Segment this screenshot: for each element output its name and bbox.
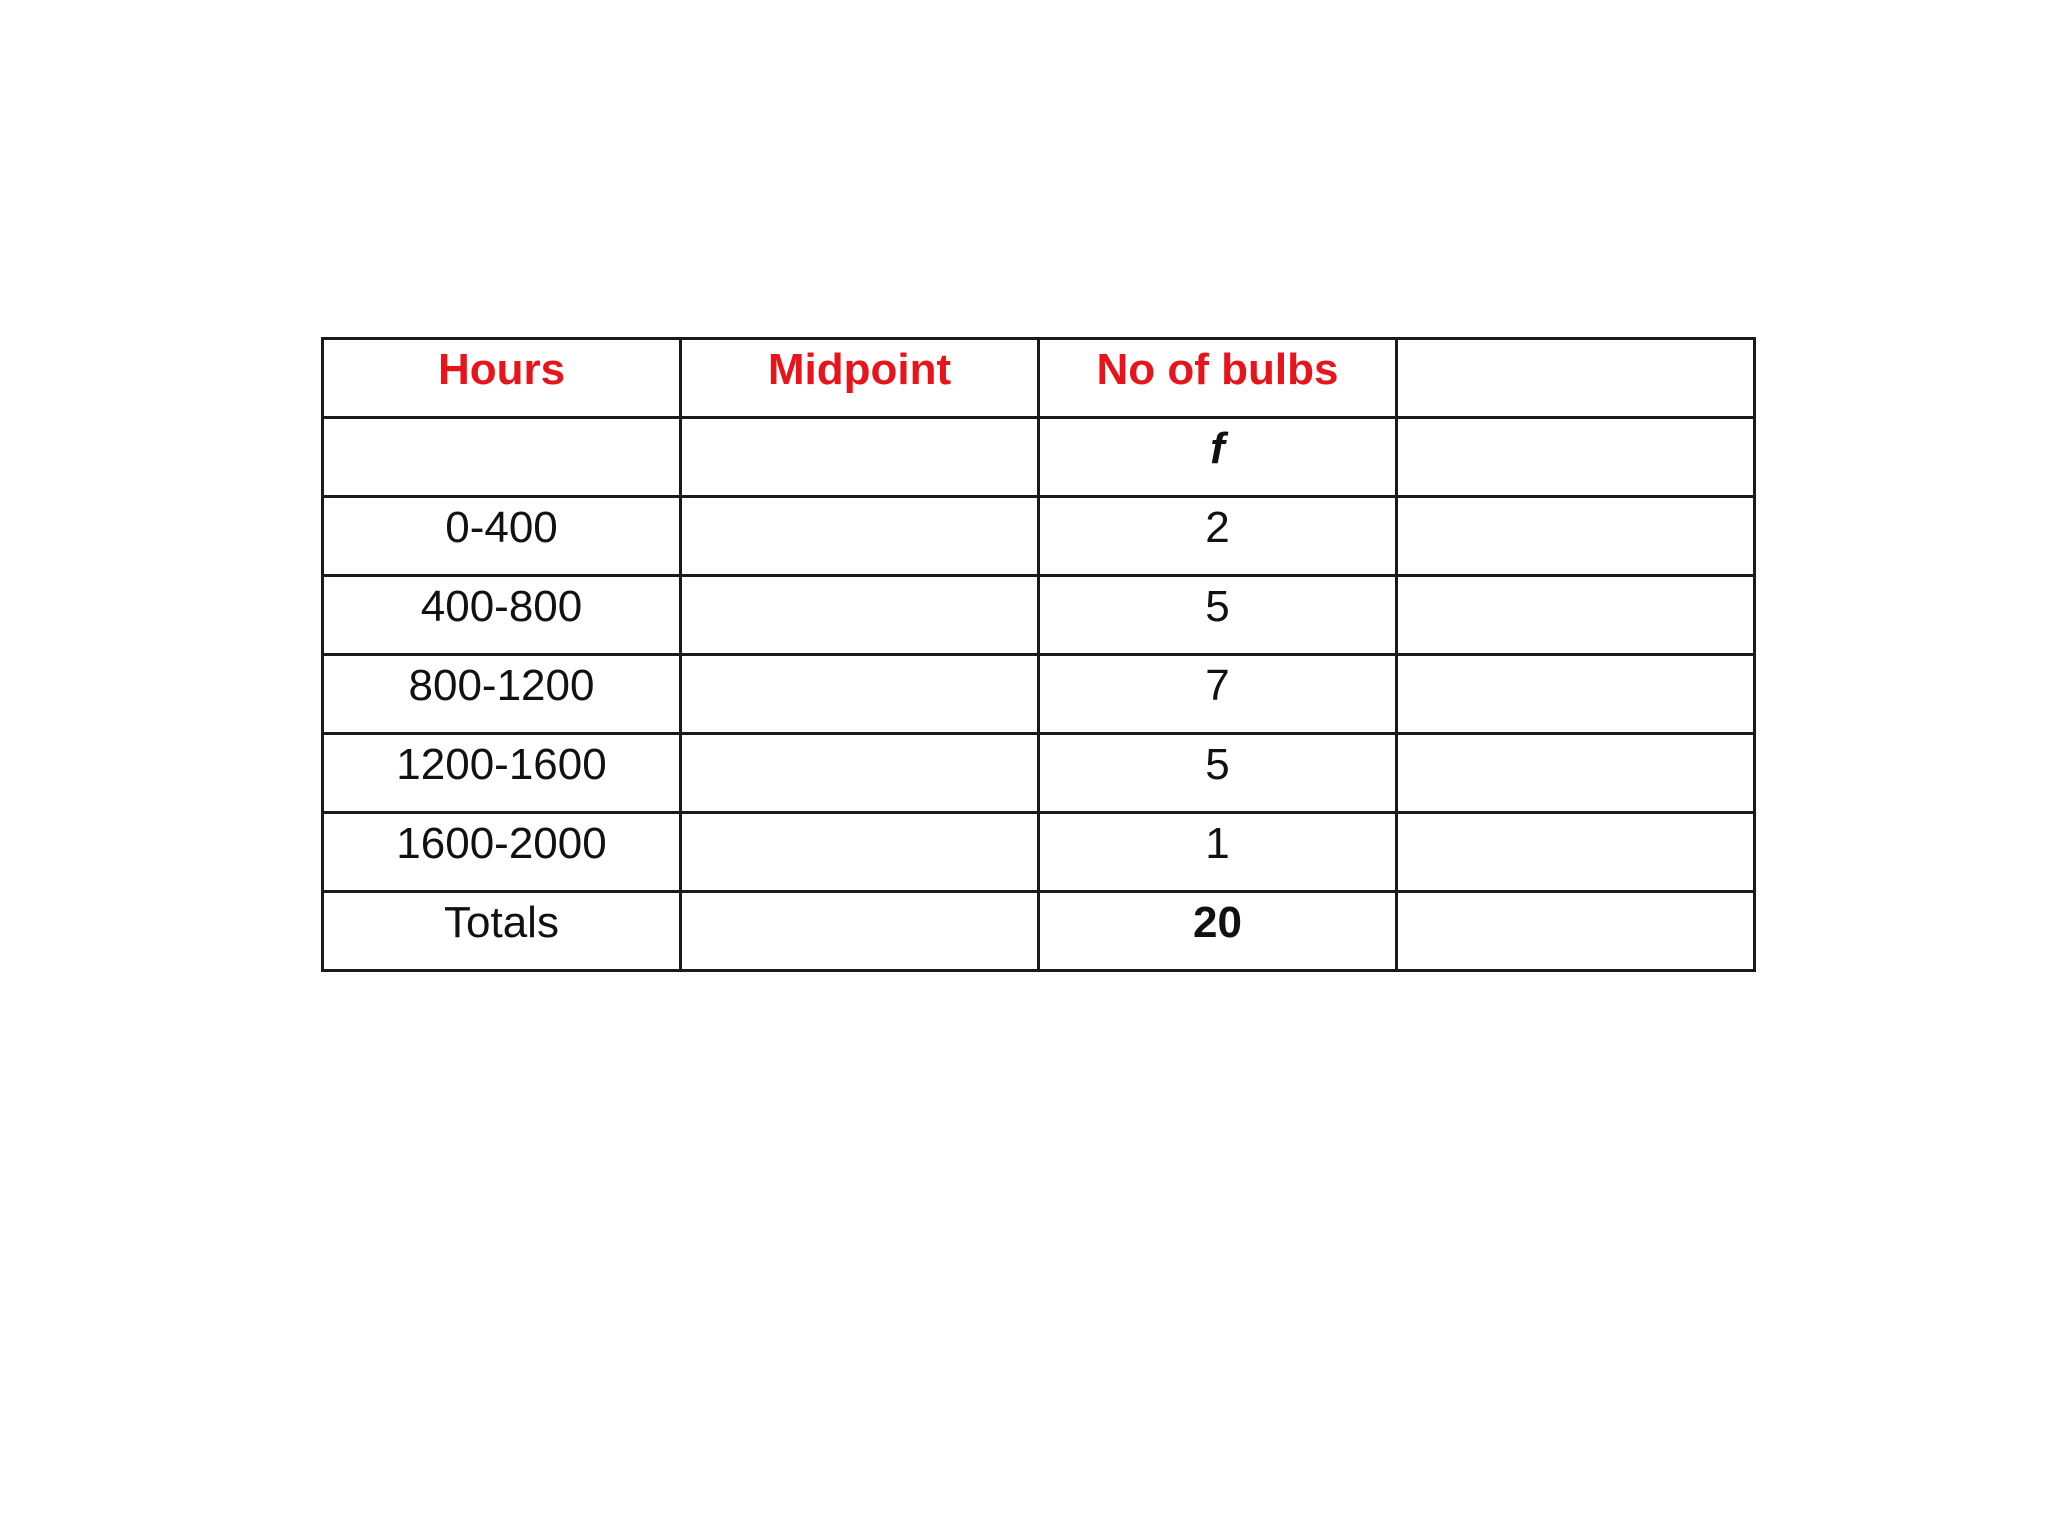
- cell-bulbs: 1: [1039, 813, 1397, 892]
- cell-hours: 0-400: [323, 497, 681, 576]
- cell-hours: 400-800: [323, 576, 681, 655]
- subheader-empty: [1397, 418, 1755, 497]
- cell-hours: 800-1200: [323, 655, 681, 734]
- header-no-of-bulbs: No of bulbs: [1039, 339, 1397, 418]
- cell-extra: [1397, 655, 1755, 734]
- totals-row: [323, 892, 1755, 971]
- cell-extra: [1397, 813, 1755, 892]
- cell-midpoint: [681, 576, 1039, 655]
- header-hours: Hours: [323, 339, 681, 418]
- cell-hours: 1200-1600: [323, 734, 681, 813]
- cell-bulbs: 2: [1039, 497, 1397, 576]
- subheader-midpoint: [681, 418, 1039, 497]
- totals-label: Totals: [323, 892, 681, 971]
- totals-bulbs: 20: [1039, 892, 1397, 971]
- totals-extra: [1397, 892, 1755, 971]
- cell-midpoint: [681, 813, 1039, 892]
- table-row: [323, 813, 1755, 892]
- totals-midpoint: [681, 892, 1039, 971]
- cell-midpoint: [681, 655, 1039, 734]
- cell-bulbs: 7: [1039, 655, 1397, 734]
- table-row: [323, 576, 1755, 655]
- cell-extra: [1397, 497, 1755, 576]
- cell-extra: [1397, 576, 1755, 655]
- header-midpoint: Midpoint: [681, 339, 1039, 418]
- cell-midpoint: [681, 734, 1039, 813]
- table-row: [323, 655, 1755, 734]
- cell-extra: [1397, 734, 1755, 813]
- table-row: [323, 734, 1755, 813]
- cell-bulbs: 5: [1039, 576, 1397, 655]
- cell-midpoint: [681, 497, 1039, 576]
- frequency-table: [321, 337, 1756, 972]
- cell-hours: 1600-2000: [323, 813, 681, 892]
- subheader-hours: [323, 418, 681, 497]
- table-row: [323, 497, 1755, 576]
- subheader-row: [323, 418, 1755, 497]
- cell-bulbs: 5: [1039, 734, 1397, 813]
- header-row: [323, 339, 1755, 418]
- subheader-frequency-symbol: f: [1039, 418, 1397, 497]
- header-empty: [1397, 339, 1755, 418]
